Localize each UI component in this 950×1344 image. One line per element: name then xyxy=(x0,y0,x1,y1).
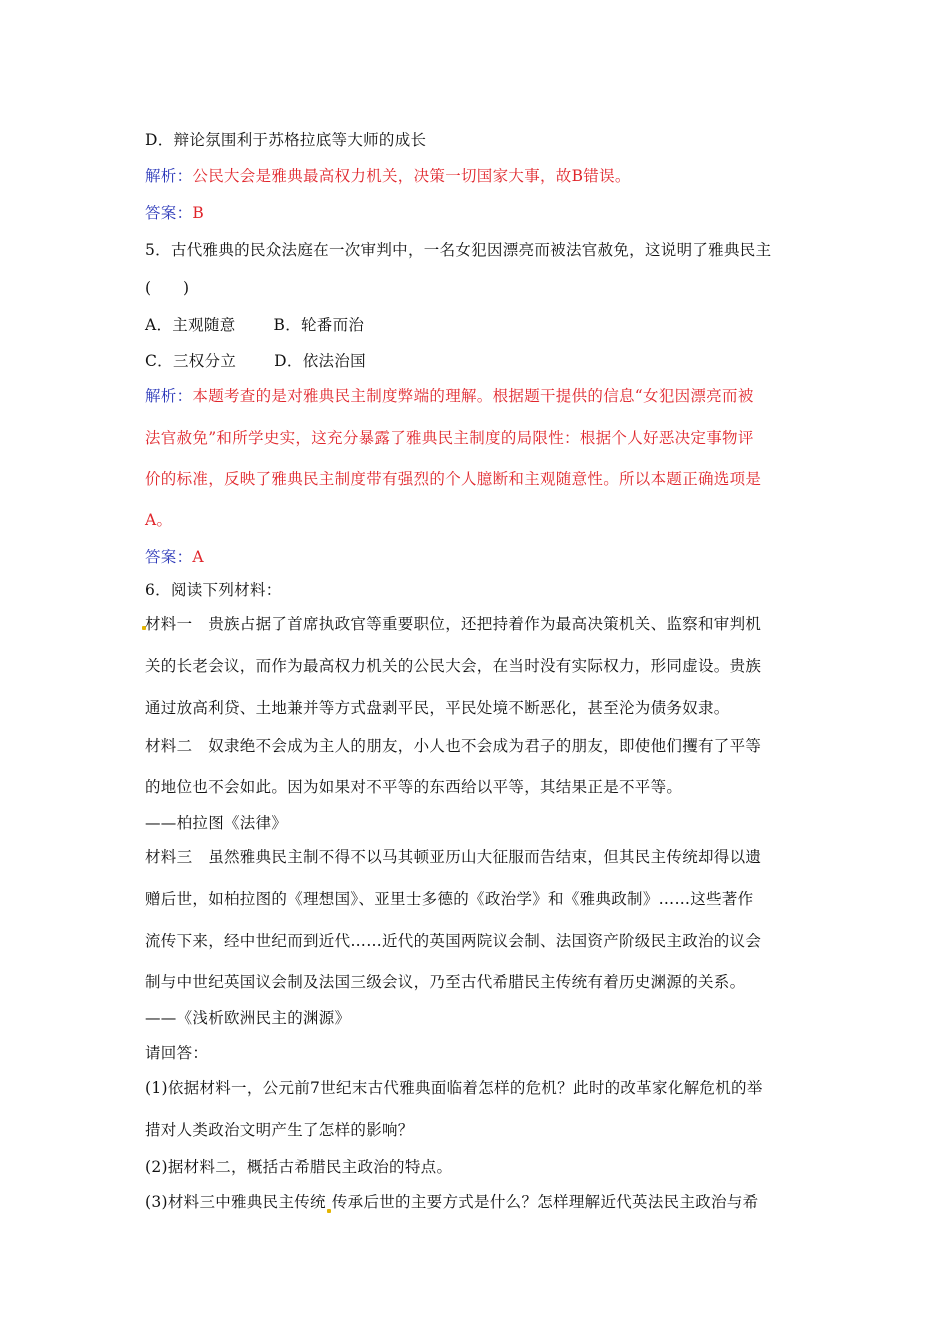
q6-material-2-line-2: 的地位也不会如此。因为如果对不平等的东西给以平等，其结果正是不平等。 xyxy=(145,778,683,796)
q4-analysis xyxy=(145,164,631,186)
q6-subquestion-1-line-2: 措对人类政治文明产生了怎样的影响？ xyxy=(145,1121,414,1139)
answer-label: 答案： xyxy=(145,548,193,566)
analysis-label: 解析： xyxy=(145,387,193,405)
q6-stem: 6．阅读下列材料： xyxy=(145,581,282,599)
q5-option-a: A．主观随意 xyxy=(145,316,236,334)
anchor-mark-icon xyxy=(327,1209,331,1213)
q6-material-3-line-3: 流传下来，经中世纪而到近代……近代的英国两院议会制、法国资产阶级民主政治的议会 xyxy=(145,932,762,950)
q5-analysis-line-4: A。 xyxy=(145,511,173,529)
q6-subquestion-3 xyxy=(145,1190,758,1212)
analysis-text: 公民大会是雅典最高权力机关，决策一切国家大事，故B错误。 xyxy=(192,167,631,185)
q6-material-2-source: ——柏拉图《法律》 xyxy=(145,814,288,832)
q6-subquestion-1-line-1: (1)依据材料一，公元前7世纪末古代雅典面临着怎样的危机？此时的改革家化解危机的举 xyxy=(145,1079,763,1097)
subquestion-3-part-a: (3)材料三中雅典民主传统 xyxy=(145,1193,326,1211)
q4-option-d: D．辩论氛围利于苏格拉底等大师的成长 xyxy=(145,131,427,149)
q6-prompt: 请回答： xyxy=(145,1044,209,1062)
analysis-text: 本题考查的是对雅典民主制度弊端的理解。根据题干提供的信息“女犯因漂亮而被 xyxy=(192,387,754,405)
q5-option-c: C．三权分立 xyxy=(145,352,237,370)
q6-subquestion-2: (2)据材料二，概括古希腊民主政治的特点。 xyxy=(145,1158,453,1176)
q4-answer xyxy=(145,201,204,223)
q5-option-d: D．依法治国 xyxy=(274,352,366,370)
q5-options-row-2 xyxy=(145,349,366,371)
q5-options-row-1 xyxy=(145,313,364,335)
answer-label: 答案： xyxy=(145,204,193,222)
q5-stem-line-1: 5．古代雅典的民众法庭在一次审判中，一名女犯因漂亮而被法官赦免，这说明了雅典民主 xyxy=(145,241,772,259)
q6-material-1-line-1: 材料一 贵族占据了首席执政官等重要职位，还把持着作为最高决策机关、监察和审判机 xyxy=(145,615,762,633)
subquestion-3-part-b: 传承后世的主要方式是什么？怎样理解近代英法民主政治与希 xyxy=(331,1193,759,1211)
q5-answer xyxy=(145,545,204,567)
analysis-label: 解析： xyxy=(145,167,193,185)
q6-material-2-line-1: 材料二 奴隶绝不会成为主人的朋友，小人也不会成为君子的朋友，即使他们攫有了平等 xyxy=(145,737,762,755)
q5-stem-line-2: ( ) xyxy=(145,279,190,297)
q5-analysis-line-1 xyxy=(145,384,754,406)
q6-material-1-line-3: 通过放高利贷、土地兼并等方式盘剥平民，平民处境不断恶化，甚至沦为债务奴隶。 xyxy=(145,699,730,717)
q6-material-3-line-1: 材料三 虽然雅典民主制不得不以马其顿亚历山大征服而告结束，但其民主传统却得以遗 xyxy=(145,848,762,866)
q5-analysis-line-2: 法官赦免”和所学史实，这充分暴露了雅典民主制度的局限性：根据个人好恶决定事物评 xyxy=(145,429,754,447)
answer-value: B xyxy=(192,204,205,222)
answer-value: A xyxy=(192,548,204,566)
q6-material-3-line-2: 赠后世，如柏拉图的《理想国》、亚里士多德的《政治学》和《雅典政制》……这些著作 xyxy=(145,890,754,908)
q6-material-3-source: ——《浅析欧洲民主的渊源》 xyxy=(145,1009,351,1027)
q6-material-3-line-4: 制与中世纪英国议会制及法国三级会议，乃至古代希腊民主传统有着历史渊源的关系。 xyxy=(145,973,746,991)
q6-material-1-line-2: 关的长老会议，而作为最高权力机关的公民大会，在当时没有实际权力，形同虚设。贵族 xyxy=(145,657,762,675)
q5-option-b: B．轮番而治 xyxy=(273,316,365,334)
q5-analysis-line-3: 价的标准，反映了雅典民主制度带有强烈的个人臆断和主观随意性。所以本题正确选项是 xyxy=(145,470,762,488)
